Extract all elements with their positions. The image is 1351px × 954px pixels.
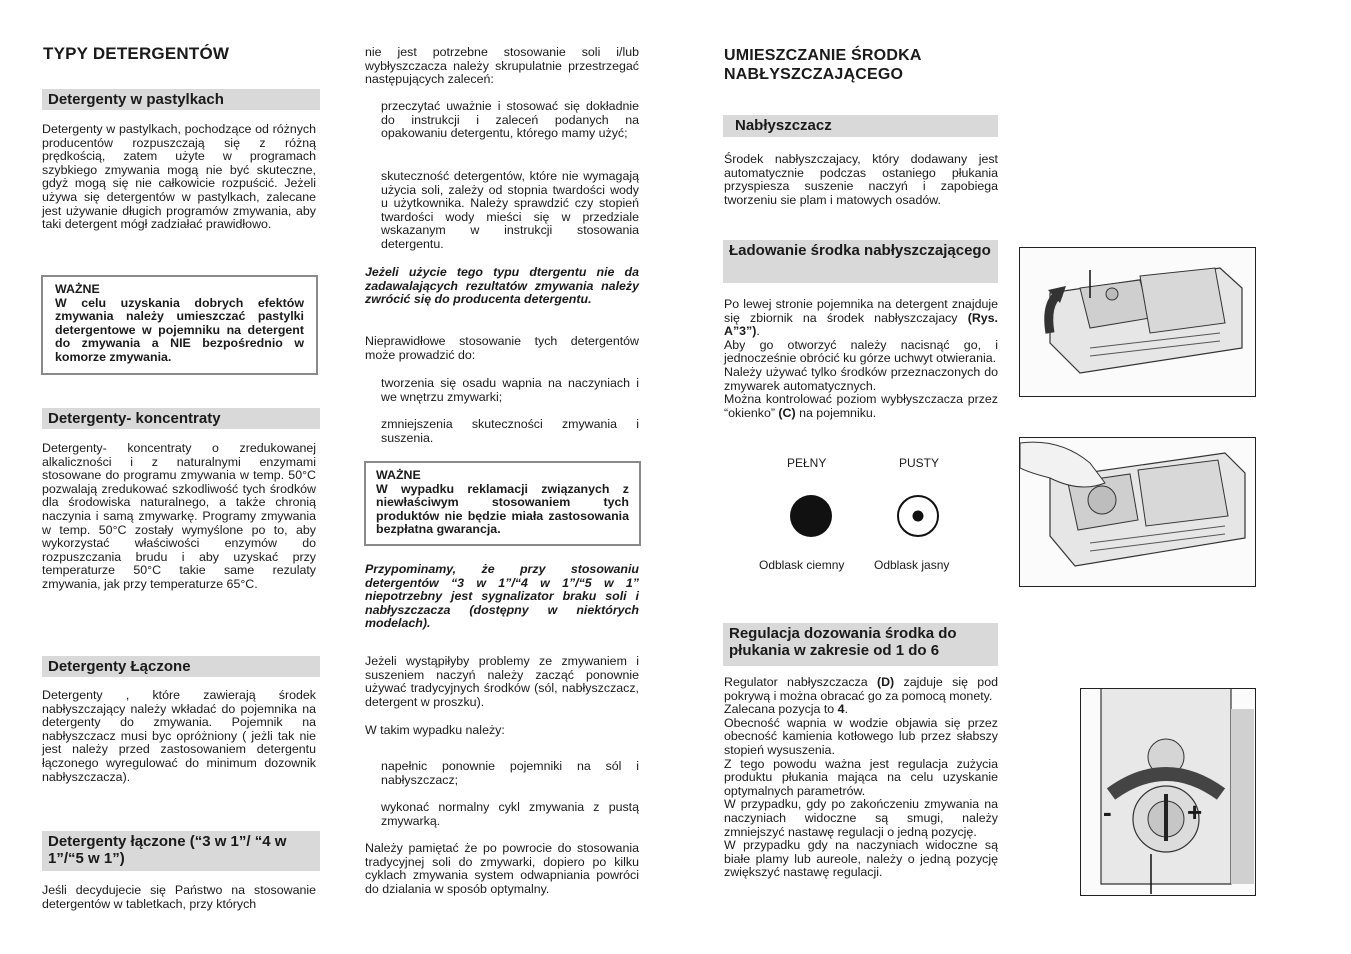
important-box-1-head: WAŻNE bbox=[55, 282, 100, 296]
dosing-text-e: W przypadku, gdy po zakończeniu zmywania na naczyniach widoczne są smugi, należy zmniejszyć nastawę regulacji o jedną pozycję. bbox=[724, 797, 998, 839]
dosing-text-a: Regulator nabłyszczacza bbox=[724, 675, 868, 689]
col2-item-reduced: zmniejszenia skuteczności zmywania i suszenia. bbox=[381, 417, 639, 445]
col3-title-line2: NABŁYSZCZAJĄCEGO bbox=[724, 66, 904, 83]
col1-title: TYPY DETERGENTÓW bbox=[43, 44, 230, 63]
col2-problems: Jeżeli wystąpiłyby problemy ze zmywaniem i suszeniem naczyń należy zacząć ponownie używać tradycyjnych środków (sól, nabłyszczacz, detergent w proszku). bbox=[365, 654, 639, 709]
important-box-1 bbox=[41, 275, 318, 375]
col2-reminder-italic: Przypominamy, że przy stosowaniu detergentów “3 w 1”/“4 w 1”/“5 w 1” niepotrzebny jest sygnalizator braku soli i nabłyszczacza (dostępny w niektórych modelach). bbox=[365, 562, 639, 631]
empty-label: PUSTY bbox=[899, 456, 940, 470]
figure-dispenser-filling bbox=[1019, 437, 1256, 587]
combined-text: Detergenty , które zawierają środek nabłyszczający należy wkładać do pojemnika na detergenty do zmywania. Pojemnik na nabłyszczacz musi byc opróżniony ( jeżli tak nie jest należy przed zastosowaniem detergentu łączonego wyregulować do minimum dozownik nabłyszczacza). bbox=[42, 688, 316, 784]
dosing-text: Regulator nabłyszczacza (D) zajduje się pod pokrywą i można obracać go za pomocą monety. Zalecana pozycja to 4. Obecność wapnia w wodzie objawia się przez obecność kamienia kotłowego lub przez słabszy stopień wysuszenia. Z tego powodu ważna jest regulacja zużycia produktu płukania mająca na celu uzyskanie optymalnych parametrów. W przypadku, gdy po zakończeniu zmywania na naczyniach widoczne są smugi, należy zmniejszyć nastawę regulacji o jedną pozycję. W przypadku gdy na naczyniach widoczne są białe plamy lub aureole, należy o jedną pozycję zwiększyć nastawę regulacji. bbox=[724, 675, 998, 880]
dark-reflection-label: Odblask ciemny bbox=[759, 558, 845, 572]
section-header-concentrates: Detergenty- koncentraty bbox=[42, 408, 320, 429]
loading-text-d: Można kontrolować poziom wybłyszczacza przez “okienko” bbox=[724, 392, 998, 420]
dosing-text-f: W przypadku gdy na naczyniach widoczne są białe plamy lub aureole, należy o jedną pozycję zwiększyć nastawę regulacji. bbox=[724, 838, 998, 880]
col3-title-line1: UMIESZCZANIE ŚRODKA bbox=[724, 47, 922, 64]
dispenser-open-illustration bbox=[1020, 248, 1254, 395]
dispenser-filling-illustration bbox=[1020, 438, 1254, 585]
dial-plus-sign: + bbox=[1187, 797, 1203, 827]
dosing-text-b-bold: 4 bbox=[837, 702, 845, 717]
rinse-aid-text: Środek nabłyszczajacy, który dodawany jest automatycznie podczas ostaniego płukania przyspiesza suszenie naczyń i zapobiega tworzeniu sie plam i matowych osadów. bbox=[724, 152, 998, 207]
dial-minus-sign: - bbox=[1103, 797, 1112, 827]
loading-text-a-bold: (Rys. A”3”) bbox=[724, 310, 998, 339]
loading-text-d-end: na pojemniku. bbox=[799, 405, 877, 420]
col2-item-cycle: wykonać normalny cykl zmywania z pustą zmywarką. bbox=[381, 800, 639, 828]
col2-item-refill: napełnic ponownie pojemniki na sól i nabłyszczacz; bbox=[381, 759, 639, 787]
dosing-text-a-end: zajduje się pod pokrywą i można obracać go za pomocą monety. bbox=[724, 675, 998, 703]
important-box-2-text: W wypadku reklamacji związanych z niewłaściwym stosowaniem tych produktów nie będzie miała zastosowania bezpłatna gwarancja. bbox=[376, 481, 629, 537]
figure-dispenser-open bbox=[1019, 247, 1256, 397]
tablets-text: Detergenty w pastylkach, pochodzące od różnych producentów rozpuszczają się z różną prędkością, zatem użyte w programach szybkiego zmywania mogą nie być skuteczne, gdyż mogą się nie całkowicie rozpuścić. Jeżeli używa się detergentów w pastylkach, zalecane jest używanie długich programów zmywania, aby taki detergent mógł zadziałać prawidłowo. bbox=[42, 122, 316, 232]
dosing-dial-illustration bbox=[1081, 689, 1254, 894]
col2-item-effectiveness: skuteczność detergentów, które nie wymagają użycia soli, zależy od stopnia twardości wody u użytkownika. Należy sprawdzić czy stopień twardości wody mieści się w przedziale wskazanym w instrukcji stosowania detergentu. bbox=[381, 169, 639, 251]
loading-text-d-bold: (C) bbox=[778, 405, 796, 420]
concentrates-text: Detergenty- koncentraty o zredukowanej alkaliczności i z naturalnymi enzymami stosowane do programu zmywania w temp. 50°C pozwalają zredukować szkodliwość tych środków dla środowiska naturalnego, a także chronią naczynia i samą zmywarkę. Programy zmywania w temp. 50°C zostały wymyślone po to, aby wykorzystać właściwości enzymów do rozpuszczania brudu i aby uzyskać przy temperaturze 50°C takie same rezulaty zmywania, jak przy temperaturze 65°C. bbox=[42, 441, 316, 591]
loading-text-b: Aby go otworzyć należy nacisnąć go, i jednocześnie obrócić ku górze uchwyt otwierania. bbox=[724, 337, 998, 366]
col2-improper-use: Nieprawidłowe stosowanie tych detergentów może prowadzić do: bbox=[365, 334, 639, 362]
dosing-text-c: Obecność wapnia w wodzie objawia się przez obecność kamienia kotłowego lub przez słabszy stopień wysuszenia. bbox=[724, 715, 998, 757]
col2-warning-italic: Jeżeli użycie tego typu dtergentu nie da zadawalających rezultatów zmywania należy zwrócić się do producenta detergentu. bbox=[365, 265, 639, 307]
figure-dosing-dial bbox=[1080, 688, 1256, 896]
loading-text-a: Po lewej stronie pojemnika na detergent znajduje się zbiornik na środek nabłyszczajacy bbox=[724, 297, 998, 325]
full-label: PEŁNY bbox=[787, 456, 827, 470]
loading-text-c: Należy używać tylko środków przeznaczonych do zmywarek automatycznych. bbox=[724, 364, 998, 393]
important-box-2 bbox=[364, 461, 641, 546]
section-header-3in1: Detergenty łączone (“3 w 1”/ “4 w 1”/“5 w 1”) bbox=[42, 831, 320, 871]
light-indicator-icon bbox=[896, 494, 940, 538]
dark-indicator-icon bbox=[788, 493, 834, 539]
important-box-2-head: WAŻNE bbox=[376, 468, 421, 482]
important-box-1-text: W celu uzyskania dobrych efektów zmywania należy umieszczać pastylki detergentowe w pojemniku na detergent do zmywania a NIE bezpośrednio w komorze zmywania. bbox=[55, 295, 304, 364]
col3-title bbox=[724, 46, 922, 84]
dosing-text-b: Zalecana pozycja to bbox=[724, 702, 835, 717]
section-header-combined: Detergenty Łączone bbox=[42, 656, 320, 677]
dosing-text-d: Z tego powodu ważna jest regulacja zużycia produktu płukania mająca na celu uzyskanie optymalnych parametrów. bbox=[724, 756, 998, 798]
section-header-dosing: Regulacja dozowania środka do płukania w zakresie od 1 do 6 bbox=[723, 623, 998, 666]
col2-remember: Należy pamiętać że po powrocie do stosowania tradycyjnej soli do zmywarki, dopiero po kilku cyklach zmywania system odwapniania powróci do dzialania w sposób optymalny. bbox=[365, 841, 639, 896]
col2-intro: nie jest potrzebne stosowanie soli i/lub wybłyszczacza należy skrupulatnie przestrzegać następujących zaleceń: bbox=[365, 45, 639, 87]
col2-item-read: przeczytać uważnie i stosować się dokładnie do instrukcji i zaleceń podanych na opakowaniu detergentu, którego mamy użyć; bbox=[381, 99, 639, 141]
dosing-text-a-bold: (D) bbox=[876, 675, 895, 689]
loading-text: Po lewej stronie pojemnika na detergent znajduje się zbiornik na środek nabłyszczajacy (Rys. A”3”). Aby go otworzyć należy nacisnąć go, i jednocześnie obrócić ku górze uchwyt otwierania. Należy używać tylko środków przeznaczonych do zmywarek automatycznych. Można kontrolować poziom wybłyszczacza przez “okienko” (C) na pojemniku. bbox=[724, 297, 998, 420]
3in1-text: Jeśli decydujecie się Państwo na stosowanie detergentów w tabletkach, przy których bbox=[42, 883, 316, 911]
light-reflection-label: Odblask jasny bbox=[874, 558, 950, 572]
section-header-loading: Ładowanie środka nabłyszczającego bbox=[723, 240, 998, 283]
section-header-rinse-aid: Nabłyszczacz bbox=[723, 115, 998, 137]
col2-item-limescale: tworzenia się osadu wapnia na naczyniach i we wnętrzu zmywarki; bbox=[381, 376, 639, 404]
col2-in-that-case: W takim wypadku należy: bbox=[365, 723, 505, 737]
section-header-tablets: Detergenty w pastylkach bbox=[42, 89, 320, 110]
